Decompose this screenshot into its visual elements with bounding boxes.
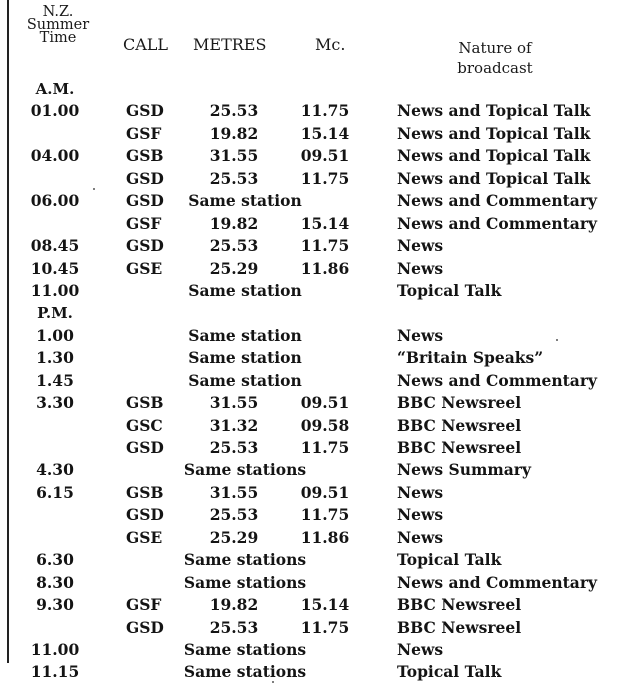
schedule-row	[0, 190, 617, 212]
same-station-note: Same station	[188, 280, 302, 300]
time-cell: 4.30	[36, 460, 74, 480]
metres-cell: 25.29	[209, 258, 259, 278]
schedule-row	[0, 123, 617, 145]
metres-cell: 25.53	[209, 101, 259, 121]
same-station-note: Same stations	[183, 639, 307, 659]
call-sign-cell: GSB	[126, 146, 164, 166]
call-sign-cell: GSF	[126, 213, 162, 233]
nature-of-broadcast-cell: News Summary	[397, 460, 531, 480]
time-cell: 6.30	[36, 550, 74, 570]
pm-rows	[0, 325, 617, 684]
nature-of-broadcast-cell: News	[397, 527, 444, 547]
call-sign-cell: GSD	[126, 236, 164, 256]
nature-of-broadcast-cell: BBC Newsreel	[397, 393, 522, 413]
metres-cell: 19.82	[209, 123, 259, 143]
time-cell: 1.30	[36, 348, 74, 368]
megacycles-cell: 11.75	[300, 438, 350, 457]
call-sign-cell: GSE	[126, 258, 163, 278]
section-am-row	[0, 78, 617, 100]
section-pm-row	[0, 302, 617, 324]
metres-cell: 25.29	[209, 527, 259, 547]
header-time-line3: Time	[39, 30, 77, 46]
time-cell: 3.30	[36, 393, 74, 413]
schedule-row	[0, 504, 617, 526]
call-sign-cell: GSD	[126, 617, 164, 637]
nature-of-broadcast-cell: Topical Talk	[397, 550, 502, 570]
megacycles-cell: 11.75	[300, 101, 350, 121]
same-station-note: Same stations	[183, 550, 307, 570]
nature-of-broadcast-cell: BBC Newsreel	[397, 438, 522, 457]
megacycles-cell: 15.14	[300, 123, 350, 143]
call-sign-cell: GSE	[126, 527, 163, 547]
schedule-row	[0, 617, 617, 639]
schedule-row	[0, 482, 617, 504]
header-nature-line1: Nature of	[458, 39, 532, 57]
call-sign-cell: GSF	[126, 595, 162, 615]
header-time-line2: Summer	[26, 17, 90, 33]
metres-cell: 25.53	[209, 505, 259, 525]
call-sign-cell: GSD	[126, 191, 164, 211]
nature-of-broadcast-cell: News	[397, 236, 444, 256]
schedule-row	[0, 258, 617, 280]
schedule-row	[0, 437, 617, 459]
nature-of-broadcast-cell: News and Commentary	[397, 191, 598, 211]
call-sign-cell: GSF	[126, 123, 162, 143]
time-cell: 1.45	[36, 370, 74, 390]
print-speck	[556, 339, 558, 341]
schedule-row	[0, 639, 617, 661]
print-speck	[272, 681, 274, 683]
schedule-table	[0, 78, 617, 684]
metres-cell: 25.53	[209, 168, 259, 188]
schedule-row	[0, 100, 617, 122]
schedule-row	[0, 415, 617, 437]
same-station-note: Same station	[188, 370, 302, 390]
header-metres: METRES	[193, 35, 267, 54]
schedule-row	[0, 325, 617, 347]
metres-cell: 31.32	[209, 415, 259, 435]
time-cell: 1.00	[36, 325, 74, 345]
megacycles-cell: 11.86	[300, 527, 350, 547]
nature-of-broadcast-cell: News	[397, 325, 444, 345]
same-station-note: Same stations	[183, 460, 307, 480]
time-cell: 01.00	[30, 101, 80, 121]
call-sign-cell: GSB	[126, 393, 164, 413]
nature-of-broadcast-cell: News	[397, 258, 444, 278]
time-cell: 10.45	[30, 258, 80, 278]
call-sign-cell: GSD	[126, 438, 164, 457]
schedule-row	[0, 145, 617, 167]
schedule-row	[0, 594, 617, 616]
header-nature	[405, 38, 585, 78]
time-cell: 11.00	[30, 280, 80, 300]
megacycles-cell: 11.75	[300, 505, 350, 525]
header-nature-line2: broadcast	[457, 59, 533, 77]
megacycles-cell: 09.51	[300, 393, 350, 413]
megacycles-cell: 09.51	[300, 146, 350, 166]
time-cell: 6.15	[36, 482, 74, 502]
nature-of-broadcast-cell: News and Topical Talk	[397, 146, 591, 166]
time-cell: 08.45	[30, 236, 80, 256]
nature-of-broadcast-cell: Topical Talk	[397, 280, 502, 300]
schedule-row	[0, 549, 617, 571]
print-speck	[93, 188, 95, 190]
nature-of-broadcast-cell: News and Commentary	[397, 572, 598, 592]
nature-of-broadcast-cell: News and Topical Talk	[397, 168, 591, 188]
nature-of-broadcast-cell: BBC Newsreel	[397, 595, 522, 615]
nature-of-broadcast-cell: News and Commentary	[397, 213, 598, 233]
same-station-note: Same stations	[183, 572, 307, 592]
time-cell: 04.00	[30, 146, 80, 166]
metres-cell: 31.55	[209, 393, 259, 413]
am-rows	[0, 100, 617, 302]
time-cell: 11.15	[30, 662, 80, 682]
schedule-row	[0, 347, 617, 369]
header-mc: Mc.	[315, 35, 346, 54]
schedule-row	[0, 213, 617, 235]
megacycles-cell: 15.14	[300, 213, 350, 233]
nature-of-broadcast-cell: News	[397, 639, 444, 659]
header-time	[22, 6, 94, 45]
megacycles-cell: 11.75	[300, 236, 350, 256]
time-cell: 8.30	[36, 572, 74, 592]
schedule-row	[0, 235, 617, 257]
nature-of-broadcast-cell: News	[397, 482, 444, 502]
metres-cell: 25.53	[209, 438, 259, 457]
nature-of-broadcast-cell: News	[397, 505, 444, 525]
section-pm-label: P.M.	[37, 304, 73, 323]
call-sign-cell: GSB	[126, 482, 164, 502]
call-sign-cell: GSD	[126, 101, 164, 121]
section-am-label: A.M.	[35, 80, 75, 98]
megacycles-cell: 09.58	[300, 415, 350, 435]
call-sign-cell: GSD	[126, 168, 164, 188]
schedule-row	[0, 392, 617, 414]
metres-cell: 19.82	[209, 595, 259, 615]
header-time-line1: N.Z.	[42, 4, 74, 20]
same-station-note: Same station	[188, 325, 302, 345]
schedule-row	[0, 280, 617, 302]
header-call: CALL	[123, 35, 169, 54]
schedule-row	[0, 661, 617, 683]
time-cell: 11.00	[30, 639, 80, 659]
megacycles-cell: 11.86	[300, 258, 350, 278]
time-cell: 06.00	[30, 191, 80, 211]
schedule-row	[0, 459, 617, 481]
schedule-row	[0, 370, 617, 392]
metres-cell: 19.82	[209, 213, 259, 233]
schedule-row	[0, 527, 617, 549]
metres-cell: 25.53	[209, 617, 259, 637]
nature-of-broadcast-cell: Topical Talk	[397, 662, 502, 682]
metres-cell: 31.55	[209, 146, 259, 166]
nature-of-broadcast-cell: BBC Newsreel	[397, 415, 522, 435]
same-station-note: Same stations	[183, 662, 307, 682]
nature-of-broadcast-cell: “Britain Speaks”	[397, 348, 544, 368]
nature-of-broadcast-cell: News and Topical Talk	[397, 101, 591, 121]
nature-of-broadcast-cell: News and Commentary	[397, 370, 598, 390]
megacycles-cell: 09.51	[300, 482, 350, 502]
metres-cell: 31.55	[209, 482, 259, 502]
nature-of-broadcast-cell: BBC Newsreel	[397, 617, 522, 637]
schedule-row	[0, 168, 617, 190]
same-station-note: Same station	[188, 348, 302, 368]
same-station-note: Same station	[188, 191, 302, 211]
call-sign-cell: GSC	[126, 415, 163, 435]
megacycles-cell: 11.75	[300, 617, 350, 637]
metres-cell: 25.53	[209, 236, 259, 256]
megacycles-cell: 11.75	[300, 168, 350, 188]
call-sign-cell: GSD	[126, 505, 164, 525]
time-cell: 9.30	[36, 595, 74, 615]
nature-of-broadcast-cell: News and Topical Talk	[397, 123, 591, 143]
megacycles-cell: 15.14	[300, 595, 350, 615]
schedule-row	[0, 572, 617, 594]
